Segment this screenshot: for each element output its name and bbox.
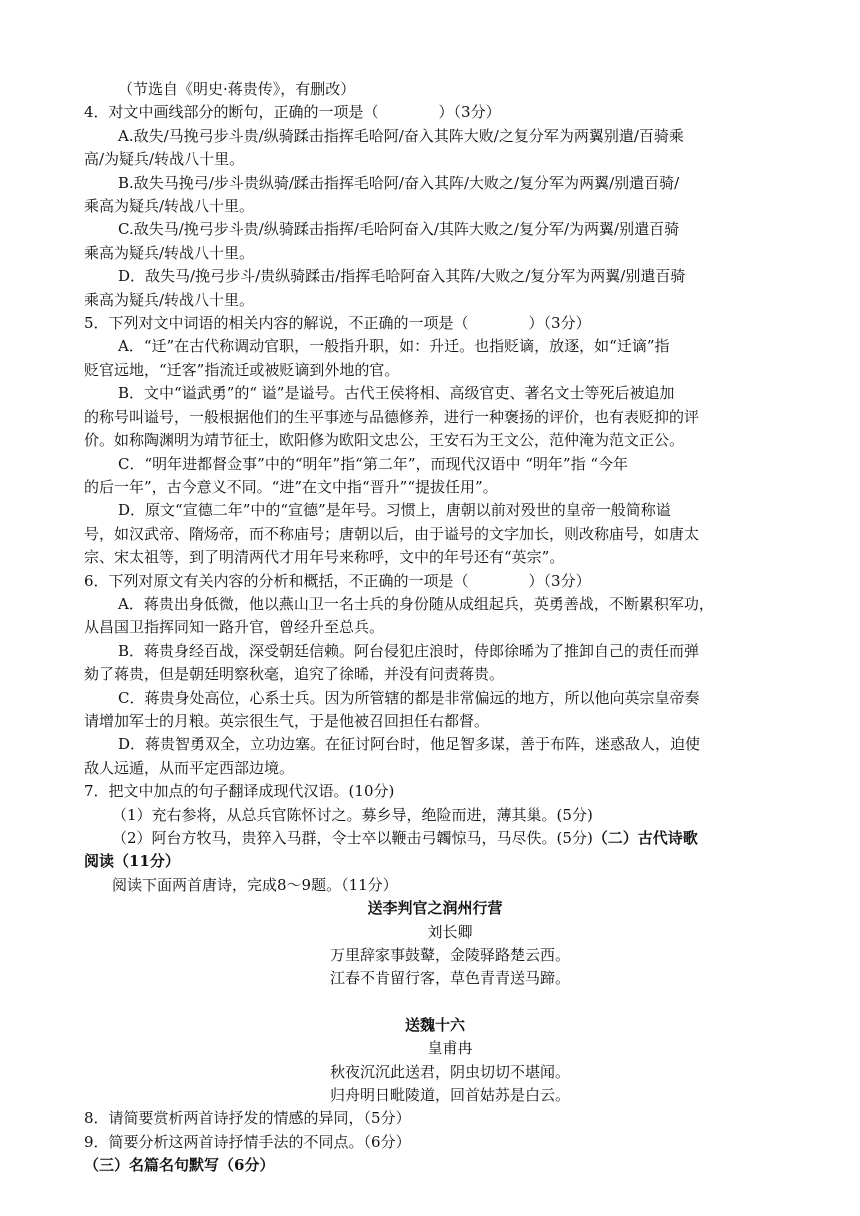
source-note: （节选自《明史·蒋贵传》，有删改）: [118, 80, 356, 98]
poem-2-line-1: 秋夜沉沉此送君，阴虫切切不堪闻。: [329, 1062, 570, 1081]
q4-option-b-line2: 乘高为疑兵/转战八十里。: [84, 197, 255, 216]
q5-option-b-line1: B．文中“谥武勇”的“ 谥”是谥号。古代王侯将相、高级官吏、著名文士等死后被追加: [118, 384, 675, 403]
section-3-heading: （三）名篇名句默写（6分）: [84, 1156, 275, 1175]
q6-option-b-line2: 劾了蒋贵，但是朝廷明察秋毫，追究了徐晞，并没有问责蒋贵。: [84, 665, 505, 684]
poem-spacer: [84, 991, 786, 1014]
q5-option-d-line3: 宗、宋太祖等，到了明清两代才用年号来称呼，文中的年号还有“英宗”。: [84, 548, 565, 567]
q4-option-c-line2: 乘高为疑兵/转战八十里。: [84, 243, 255, 262]
section-2-heading: （二）古代诗歌: [592, 829, 698, 847]
question-7-stem: 7．把文中加点的句子翻译成现代汉语。(10分): [84, 782, 395, 801]
q7-sentence-2-row: [84, 827, 786, 850]
q5-option-d-line2: 号，如汉武帝、隋炀帝，而不称庙号；唐朝以后，由于谥号的文字加长，则改称庙号，如唐太: [84, 524, 700, 543]
q4-option-a-line2: 高/为疑兵/转战八十里。: [84, 150, 245, 169]
q6-option-d-line2: 敌人远遁，从而平定西部边境。: [84, 758, 295, 777]
question-9: 9．简要分析这两首诗抒情手法的不同点。（6分）: [84, 1132, 411, 1151]
q4-option-d-line2: 乘高为疑兵/转战八十里。: [84, 290, 255, 309]
poem-2-line-2: 归舟明日毗陵道，回首姑苏是白云。: [329, 1086, 570, 1105]
poem-1-line-1: 万里辞家事鼓鼙，金陵驿路楚云西。: [329, 946, 570, 965]
question-4-stem: 4．对文中画线部分的断句，正确的一项是（ ）（3分）: [84, 103, 501, 122]
section-2-heading-cont: 阅读（11分）: [84, 852, 180, 871]
q7-sentence-2: （2）阿台方牧马，贵猝入马群，令士卒以鞭击弓韣惊马，马尽佚。(5分): [112, 829, 593, 847]
poem-2-title: 送魏十六: [404, 1015, 465, 1034]
poem-2-author: 皇甫冉: [427, 1039, 473, 1058]
question-5-stem: 5．下列对文中词语的相关内容的解说，不正确的一项是（ ）（3分）: [84, 314, 591, 333]
q4-option-d-line1: D．敌失马/挽弓步斗/贵纵骑蹂击/指挥毛哈阿奋入其阵/大败之/复分军为两翼/别遣百骑: [118, 267, 686, 286]
poem-1-line-2: 江春不肯留行客，草色青青送马蹄。: [329, 969, 570, 988]
q6-option-c-line2: 请增加军士的月粮。英宗很生气，于是他被召回担任右都督。: [84, 711, 490, 730]
q6-option-d-line1: D．蒋贵智勇双全，立功边塞。在征讨阿台时，他足智多谋，善于布阵，迷惑敌人，迫使: [118, 735, 701, 754]
q6-option-b-line1: B．蒋贵身经百战，深受朝廷信赖。阿台侵犯庄浪时，侍郎徐晞为了推卸自己的责任而弹: [118, 641, 700, 660]
poetry-intro: 阅读下面两首唐诗，完成8～9题。（11分）: [112, 875, 398, 894]
q5-option-a-line1: A．“迁”在古代称调动官职，一般指升职，如：升迁。也指贬谪，放逐，如“迁谪”指: [118, 337, 670, 356]
q5-option-a-line2: 贬官远地，“迁客”指流迁或被贬谪到外地的官。: [84, 360, 400, 379]
q5-option-b-line3: 价。如称陶渊明为靖节征士，欧阳修为欧阳文忠公，王安石为王文公，范仲淹为范文正公。: [84, 431, 685, 450]
q5-option-c-line1: C．“明年进都督佥事”中的“明年”指“第二年”，而现代汉语中 “明年”指 “今年: [118, 454, 629, 473]
poem-1-author: 刘长卿: [427, 922, 473, 941]
q5-option-d-line1: D．原文“宣德二年”中的“宣德”是年号。习惯上，唐朝以前对殁世的皇帝一般简称谥: [118, 501, 671, 520]
question-8: 8．请简要赏析两首诗抒发的情感的异同，（5分）: [84, 1109, 411, 1128]
q4-option-b-line1: B.敌失马挽弓/步斗贵纵骑/蹂击指挥毛哈阿/奋入其阵/大败之/复分军为两翼/别遣百骑/: [118, 173, 680, 192]
q6-option-a-line2: 从昌国卫指挥同知一路升官，曾经升至总兵。: [84, 618, 385, 637]
q6-option-c-line1: C．蒋贵身处高位，心系士兵。因为所管辖的都是非常偏远的地方，所以他向英宗皇帝奏: [118, 688, 700, 707]
q5-option-b-line2: 的称号叫谥号，一般根据他们的生平事迹与品德修养，进行一种褒扬的评价，也有表贬抑的评: [84, 407, 700, 426]
q5-option-c-line2: 的后一年”，古今意义不同。“进”在文中指“晋升”“提拔任用”。: [84, 477, 498, 496]
question-6-stem: 6．下列对原文有关内容的分析和概括，不正确的一项是（ ）（3分）: [84, 571, 591, 590]
q4-option-c-line1: C.敌失马/挽弓步斗贵/纵骑蹂击指挥/毛哈阿奋入/其阵大败之/复分军/为两翼/别遣百骑: [118, 220, 680, 239]
q4-option-a-line1: A.敌失/马挽弓步斗贵/纵骑蹂击指挥毛哈阿/奋入其阵大败/之复分军为两翼别遣/百骑乘: [118, 126, 684, 145]
q6-option-a-line1: A．蒋贵出身低微，他以燕山卫一名士兵的身份随从成组起兵，英勇善战，不断累积军功，: [118, 594, 714, 613]
poem-1-title: 送李判官之润州行营: [367, 899, 503, 918]
q7-sentence-1: （1）充右参将，从总兵官陈怀讨之。募乡导，绝险而进，薄其巢。(5分): [112, 805, 593, 824]
